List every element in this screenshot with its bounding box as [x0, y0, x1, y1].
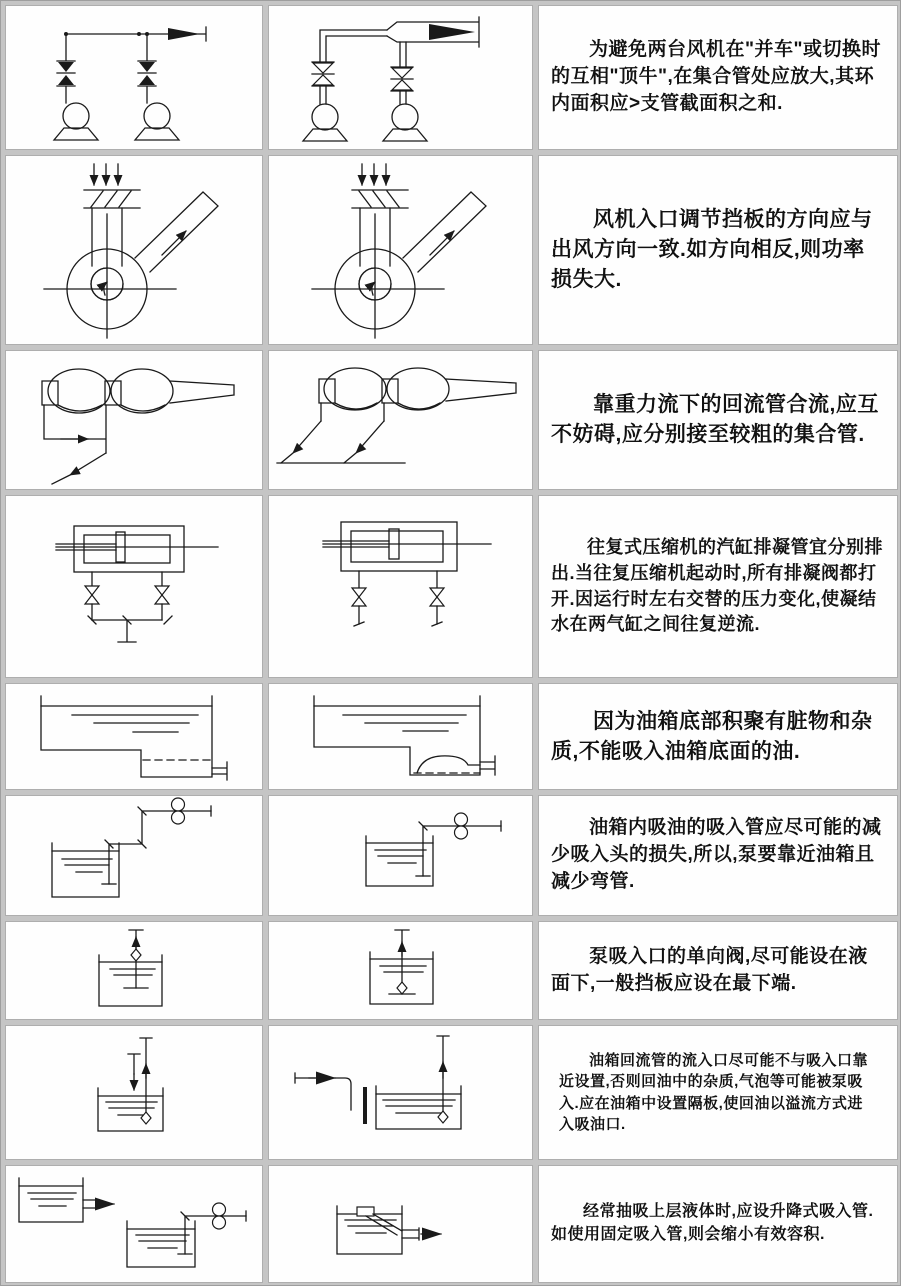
note-cell-r6: [539, 796, 897, 915]
pump-near-tank-diagram: [269, 796, 532, 915]
note-cell-r7: [539, 922, 897, 1019]
diagram-cell-r5-right: [269, 684, 532, 789]
fixed-suction-two-tanks-diagram: [6, 1166, 262, 1282]
note-text: 油箱内吸油的吸入管应尽可能的减少吸入头的损失,所以,泵要靠近油箱且减少弯管.: [551, 817, 882, 892]
tank-suction-raised-inlet-diagram: [269, 684, 532, 789]
diagram-cell-r1-right: [269, 6, 532, 149]
diagram-cell-r8-wrong: [6, 1026, 262, 1159]
note-text: 油箱回流管的流入口尽可能不与吸入口靠近设置,否则回油中的杂质,气泡等可能被泵吸入.应在油箱中设置隔板,使回油以溢流方式进入吸油口.: [559, 1051, 869, 1133]
floating-suction-pipe-diagram: [269, 1166, 532, 1282]
diagram-cell-r4-wrong: [6, 496, 262, 677]
return-near-suction-diagram: [6, 1026, 262, 1159]
two-fans-enlarged-header-diagram: [269, 6, 532, 149]
fan-inlet-damper-right-diagram: [269, 156, 532, 344]
note-text: 为避免两台风机在"并车"或切换时的互相"顶牛",在集合管处应放大,其环内面积应>支管截面积之和.: [551, 39, 882, 114]
diagram-cell-r9-right: [269, 1166, 532, 1282]
two-fans-common-header-diagram: [6, 6, 262, 149]
diagram-cell-r7-right: [269, 922, 532, 1019]
baffle-overflow-return-diagram: [269, 1026, 532, 1159]
pump-far-many-bends-diagram: [6, 796, 262, 915]
tank-suction-from-bottom-diagram: [6, 684, 262, 789]
note-cell-r4: [539, 496, 897, 677]
diagram-cell-r4-right: [269, 496, 532, 677]
note-text: 往复式压缩机的汽缸排凝管宜分别排出.当往复压缩机起动时,所有排凝阀都打开.因运行时左右交替的压力变化,使凝结水在两气缸之间往复逆流.: [551, 537, 883, 635]
note-cell-r1: [539, 6, 897, 149]
note-cell-r8: [539, 1026, 897, 1159]
compressor-drains-separate-diagram: [269, 496, 532, 677]
note-text: 泵吸入口的单向阀,尽可能设在液面下,一般挡板应设在最下端.: [551, 945, 868, 994]
note-cell-r3: [539, 351, 897, 489]
diagram-cell-r7-wrong: [6, 922, 262, 1019]
note-text: 风机入口调节挡板的方向应与出风方向一致.如方向相反,则功率损失大.: [551, 208, 873, 291]
note-cell-r9: [539, 1166, 897, 1282]
diagram-cell-r3-right: [269, 351, 532, 489]
diagram-cell-r2-right: [269, 156, 532, 344]
note-cell-r2: [539, 156, 897, 344]
diagram-cell-r6-right: [269, 796, 532, 915]
note-text: 经常抽吸上层液体时,应设升降式吸入管.如使用固定吸入管,则会缩小有效容积.: [551, 1203, 874, 1243]
diagram-cell-r6-wrong: [6, 796, 262, 915]
compressor-drains-joined-diagram: [6, 496, 262, 677]
check-valve-above-surface-diagram: [6, 922, 262, 1019]
diagram-cell-r3-wrong: [6, 351, 262, 489]
note-text: 因为油箱底部积聚有脏物和杂质,不能吸入油箱底面的油.: [551, 709, 873, 763]
diagram-cell-r2-wrong: [6, 156, 262, 344]
diagram-cell-r5-wrong: [6, 684, 262, 789]
gravity-return-separate-diagram: [269, 351, 532, 489]
diagram-cell-r8-right: [269, 1026, 532, 1159]
fan-inlet-damper-wrong-diagram: [6, 156, 262, 344]
check-valve-submerged-diagram: [269, 922, 532, 1019]
note-cell-r5: [539, 684, 897, 789]
diagram-cell-r9-wrong: [6, 1166, 262, 1282]
diagram-cell-r1-wrong: [6, 6, 262, 149]
note-text: 靠重力流下的回流管合流,应互不妨碍,应分别接至较粗的集合管.: [551, 393, 879, 446]
gravity-return-merged-diagram: [6, 351, 262, 489]
